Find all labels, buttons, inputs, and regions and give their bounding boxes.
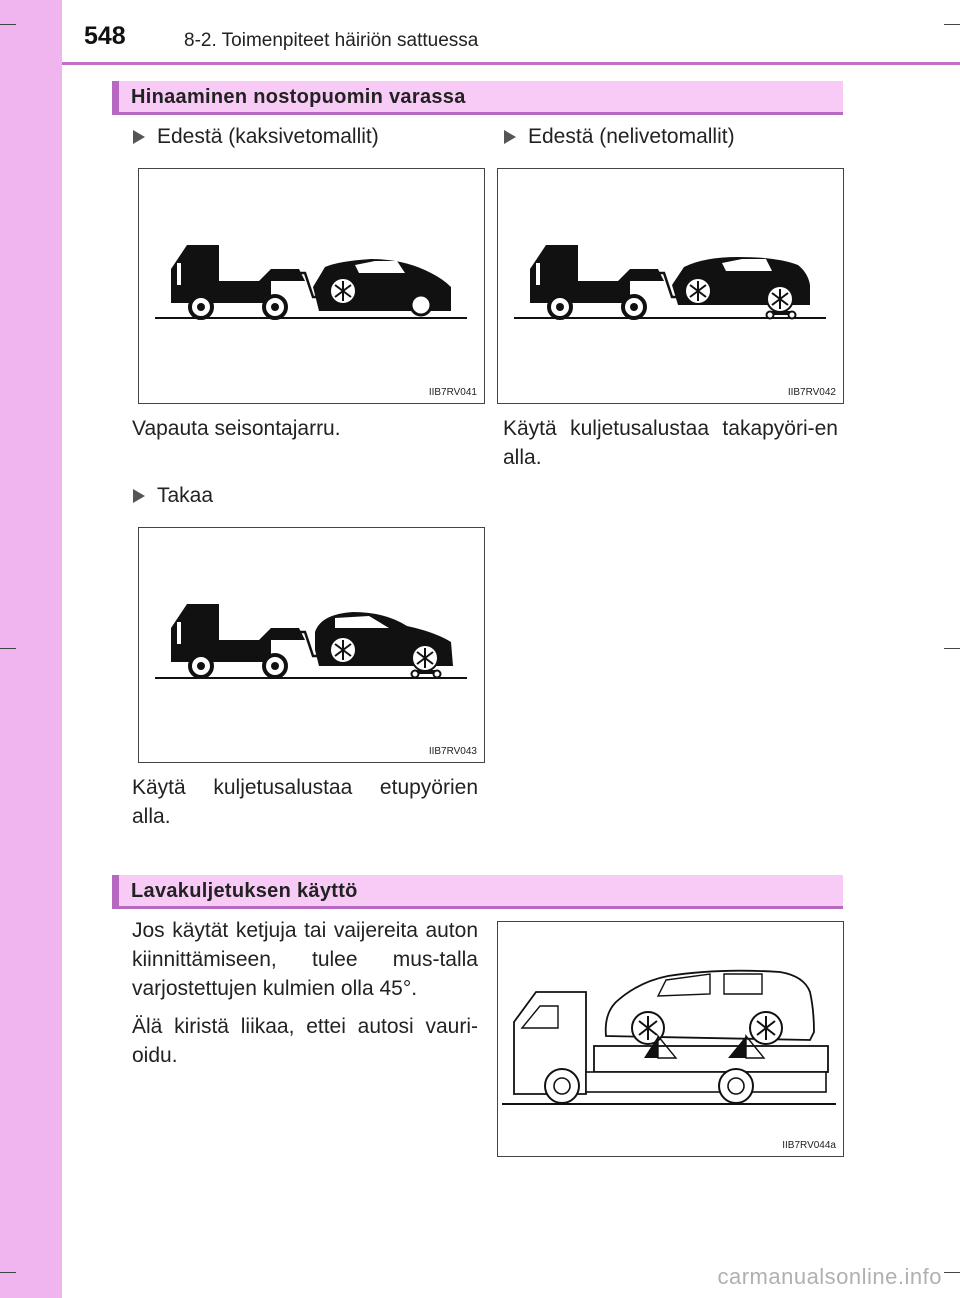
- figure-tow-front-4wd: [497, 168, 844, 404]
- paragraph-overtighten: Älä kiristä liikaa, ettei autosi vauri-oidu.: [132, 1015, 478, 1067]
- crop-mark: [944, 648, 960, 649]
- crop-mark: [0, 648, 16, 649]
- subheading-rear: [133, 484, 213, 508]
- subheading-label: Edestä (nelivetomallit): [528, 125, 735, 148]
- subheading-front-4wd: [504, 125, 735, 149]
- triangle-bullet-icon: [133, 130, 145, 144]
- triangle-bullet-icon: [504, 130, 516, 144]
- crop-mark: [944, 1272, 960, 1273]
- caption-rear: Käytä kuljetusalustaa etupyörien alla.: [132, 776, 478, 828]
- crop-mark: [0, 24, 16, 25]
- header-rule: [62, 62, 960, 65]
- tow-truck-dolly-illustration: [498, 169, 843, 403]
- crop-mark: [944, 24, 960, 25]
- figure-code: IIB7RV043: [428, 746, 477, 757]
- subheading-front-2wd: [133, 125, 379, 149]
- subheading-label: Edestä (kaksivetomallit): [157, 125, 379, 148]
- flatbed-truck-illustration: [498, 922, 843, 1156]
- figure-code: IIB7RV042: [787, 387, 836, 398]
- section-title: Hinaaminen nostopuomin varassa: [131, 86, 466, 108]
- triangle-bullet-icon: [133, 489, 145, 503]
- figure-tow-front-2wd: [138, 168, 485, 404]
- figure-code: IIB7RV044a: [782, 1140, 836, 1151]
- tow-truck-rear-illustration: [139, 528, 484, 762]
- caption-front-2wd: Vapauta seisontajarru.: [132, 417, 341, 440]
- caption-front-4wd: Käytä kuljetusalustaa takapyöri-en alla.: [503, 417, 838, 469]
- section-title: Lavakuljetuksen käyttö: [131, 880, 358, 902]
- side-tab-band: [0, 0, 62, 1298]
- tow-truck-illustration: [139, 169, 484, 403]
- section-heading-flatbed: [112, 875, 843, 909]
- watermark: carmanualsonline.info: [717, 1264, 942, 1289]
- crop-mark: [0, 1272, 16, 1273]
- figure-flatbed: [497, 921, 844, 1157]
- chapter-title: 8-2. Toimenpiteet häiriön sattuessa: [184, 30, 479, 51]
- section-heading-boom-towing: [112, 81, 843, 115]
- page-number: 548: [84, 22, 126, 50]
- figure-code: IIB7RV041: [428, 387, 477, 398]
- paragraph-chains: Jos käytät ketjuja tai vaijereita auton kiinnittämiseen, tulee mus-talla varjostettujen kulmien olla 45°.: [132, 919, 478, 1000]
- figure-tow-rear: [138, 527, 485, 763]
- subheading-label: Takaa: [157, 484, 214, 507]
